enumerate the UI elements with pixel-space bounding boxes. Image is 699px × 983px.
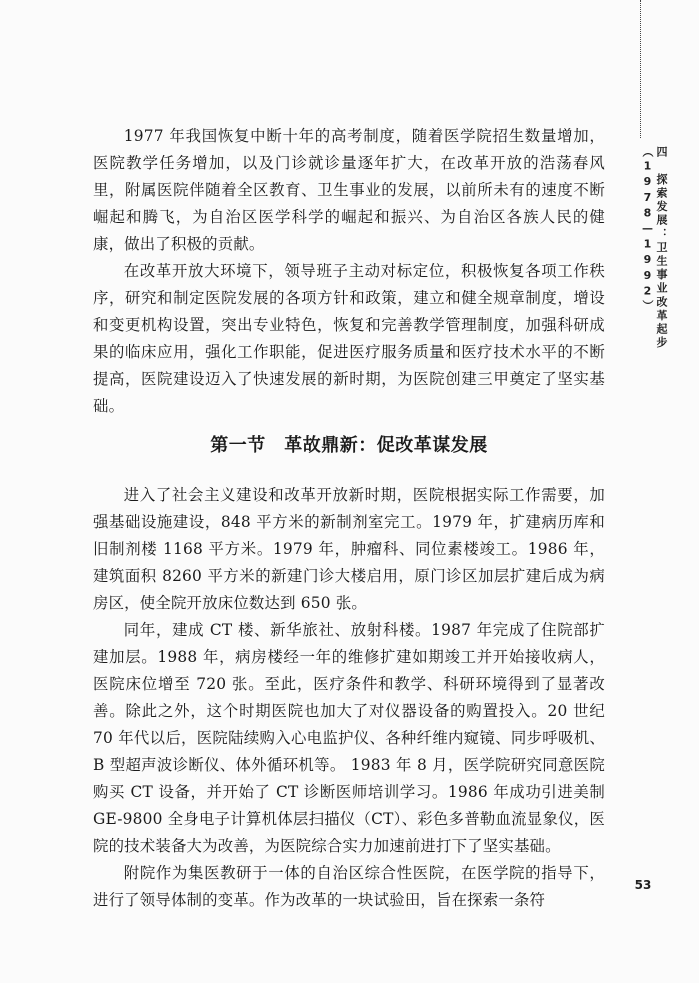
paragraph: 在改革开放大环境下，领导班子主动对标定位，积极恢复各项工作秩序，研究和制定医院发展的各项方针和政策，建立和健全规章制度，增设和变更机构设置，突出专业特色，恢复和完善教学管理制度，加强科研成果的临床应用，强化工作职能，促进医疗服务质量和医疗技术水平的不断提高，医院建设迈入了快速发展的新时期，为医院创建三甲奠定了坚实基础。 (93, 262, 605, 415)
paragraph: 进入了社会主义建设和改革开放新时期，医院根据实际工作需要，加强基础设施建设，848 平方米的新制剂室完工。1979 年，扩建病历库和旧制剂楼 1168 平方米。1979 年，肿瘤科、同位素楼竣工。1986 年，建筑面积 8260 平方米的新建门诊大楼启用，原门诊区加层扩建后成为病房区，使全院开放床位数达到 650 张。 (93, 486, 605, 612)
section-title: 第一节 革故鼎新：促改革谋发展 (210, 435, 488, 456)
paragraph: 附院作为集医教研于一体的自治区综合性医院，在医学院的指导下，进行了领导体制的变革。作为改革的一块试验田，旨在探索一条符 (93, 864, 605, 909)
intro-text (93, 123, 605, 420)
paragraph: 1977 年我国恢复中断十年的高考制度，随着医学院招生数量增加，医院教学任务增加，以及门诊就诊量逐年扩大，在改革开放的浩荡春风里，附属医院伴随着全区教育、卫生事业的发展，以前所未有的速度不断崛起和腾飞，为自治区医学科学的崛起和振兴、为自治区各族人民的健康，做出了积极的贡献。 (93, 127, 605, 253)
section-body-text (93, 482, 605, 914)
page-number: 53 (634, 878, 652, 892)
margin-dotted-rule (640, 0, 641, 138)
paragraph: 同年，建成 CT 楼、新华旅社、放射科楼。1987 年完成了住院部扩建加层。1988 年，病房楼经一年的维修扩建如期竣工并开始接收病人，医院床位增至 720 张。至此，医疗条件和教学、科研环境得到了显著改善。除此之外，这个时期医院也加大了对仪器设备的购置投入。20 世纪 70 年代以后，医院陆续购入心电监护仪、各种纤维内窥镜、同步呼吸机、B 型超声波诊断仪、体外循环机等。 1983 年 8 月，医学院研究同意医院购买 CT 设备，并开始了 CT 诊断医师培训学习。1986 年成功引进美制 GE-9800 全身电子计算机体层扫描仪（CT）、彩色多普勒血流显象仪，医院的技术装备大为改善，为医院综合实力加速前进打下了坚实基础。 (93, 621, 605, 855)
running-header: 四 探索发展：卫生事业改革起步（1978—1992） (641, 146, 668, 350)
